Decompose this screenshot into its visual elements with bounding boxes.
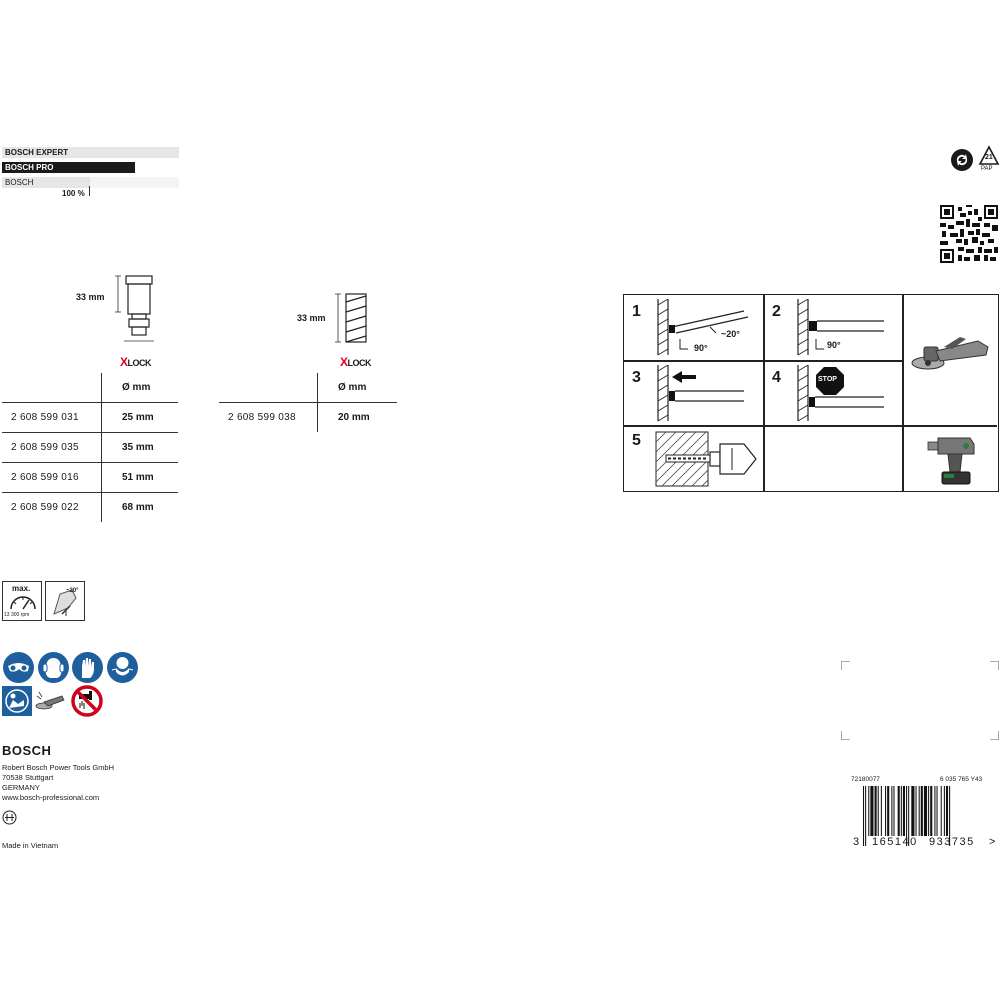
- empty-cell: [764, 426, 903, 491]
- step-3: [624, 361, 763, 426]
- angle-label: ~20°: [721, 329, 740, 339]
- tier-expert: [2, 147, 179, 158]
- holesaw-xlock-logo: [120, 355, 151, 369]
- table-row: [2, 403, 178, 433]
- tier-bosch-label: BOSCH: [5, 178, 34, 187]
- xlock-x: X: [340, 355, 348, 369]
- tier-pro-label: BOSCH PRO: [5, 163, 54, 172]
- drill-drawing-icon: [334, 292, 374, 357]
- angle-label: 90°: [827, 340, 841, 350]
- xlock-lock: LOCK: [347, 358, 372, 368]
- crop-mark: [841, 731, 850, 740]
- brand-logo: BOSCH: [2, 743, 52, 758]
- drill-depth-label: 33 mm: [297, 313, 326, 323]
- instruction-grid: [623, 294, 999, 492]
- step-number: 4: [772, 369, 781, 386]
- address-line: GERMANY: [2, 783, 40, 792]
- crop-mark: [990, 661, 999, 670]
- diameter: 35 mm: [102, 433, 179, 463]
- diameter: 51 mm: [102, 463, 179, 493]
- ear-protection-icon: [38, 652, 69, 683]
- address-line: 70538 Stuttgart: [2, 773, 54, 782]
- recycle-material: PAP: [981, 166, 993, 172]
- rpm-label: 13 300 rpm: [4, 612, 30, 618]
- step-number: 2: [772, 303, 781, 320]
- table-row: [2, 433, 178, 463]
- step-4: [764, 361, 903, 426]
- part-number: 2 608 599 022: [2, 493, 102, 523]
- step-number: 1: [632, 303, 641, 320]
- grinder-guard-icon: [34, 686, 66, 716]
- drill-spec-table: [219, 373, 397, 432]
- qr-code-icon: [940, 205, 998, 268]
- stop-label: STOP: [818, 376, 837, 383]
- grinding-angle-icon: [45, 581, 85, 621]
- barcode-digit-first: 3: [853, 836, 860, 848]
- gloves-icon: [72, 652, 103, 683]
- diameter: 25 mm: [102, 403, 179, 433]
- step-number: 3: [632, 369, 641, 386]
- tier-pro: [2, 162, 135, 173]
- table-row: [219, 403, 397, 433]
- barcode-digits-a: 165140: [872, 836, 918, 848]
- table-header-number: [2, 373, 102, 403]
- angle-label: ~20°: [66, 588, 79, 594]
- max-label: max.: [12, 584, 31, 593]
- tier-bosch-extension: [90, 177, 179, 188]
- angle-grinder-icon: [904, 295, 998, 425]
- tier-marker: [89, 186, 90, 196]
- tier-bosch: [2, 177, 90, 188]
- crop-mark: [990, 731, 999, 740]
- eye-protection-icon: [3, 652, 34, 683]
- diameter: 20 mm: [338, 412, 370, 423]
- max-speed-icon: [2, 581, 42, 621]
- holesaw-spec-table: [2, 373, 178, 522]
- recycle-icon: [950, 148, 974, 177]
- barcode-digits-b: 933735: [929, 836, 975, 848]
- step-5: [624, 426, 763, 491]
- part-number: 2 608 599 031: [2, 403, 102, 433]
- xlock-x: X: [120, 355, 128, 369]
- holesaw-drawing-icon: [112, 272, 162, 357]
- diameter: 68 mm: [122, 502, 154, 513]
- drill-xlock-logo: [340, 355, 371, 369]
- table-header-row: [2, 373, 178, 403]
- tier-expert-label: BOSCH EXPERT: [5, 148, 69, 157]
- holesaw-depth-label: 33 mm: [76, 292, 105, 302]
- recycle-code: 21: [985, 154, 993, 161]
- angle-label: 90°: [694, 343, 708, 353]
- table-header-diameter: Ø mm: [318, 373, 398, 403]
- dust-mask-icon: [107, 652, 138, 683]
- step-number: 5: [632, 432, 641, 449]
- table-header-number: [219, 373, 318, 403]
- address-line: Robert Bosch Power Tools GmbH: [2, 763, 114, 772]
- table-row: [2, 493, 178, 523]
- barcode-code-left: 72180077: [851, 776, 880, 783]
- barcode-code-right: 6 035 765 Y43: [940, 776, 983, 783]
- crop-mark: [841, 661, 850, 670]
- step-2: [764, 295, 903, 360]
- website-link[interactable]: www.bosch-professional.com: [2, 793, 100, 802]
- tier-percent: 100 %: [62, 189, 85, 198]
- part-number: 2 608 599 038: [219, 403, 318, 433]
- barcode-arrow: >: [989, 836, 996, 848]
- ce-mark-icon: [2, 810, 17, 830]
- step-1: [624, 295, 763, 360]
- recycle-triangle-icon: [978, 145, 1000, 177]
- table-header-diameter: Ø mm: [102, 373, 179, 403]
- part-number: 2 608 599 016: [2, 463, 102, 493]
- no-water-icon: [70, 684, 104, 723]
- part-number: 2 608 599 035: [2, 433, 102, 463]
- read-manual-icon: [2, 686, 32, 716]
- table-header-row: [219, 373, 397, 403]
- xlock-lock: LOCK: [127, 358, 152, 368]
- cordless-drill-icon: [904, 426, 998, 491]
- origin-label: Made in Vietnam: [2, 841, 59, 850]
- table-row: [2, 463, 178, 493]
